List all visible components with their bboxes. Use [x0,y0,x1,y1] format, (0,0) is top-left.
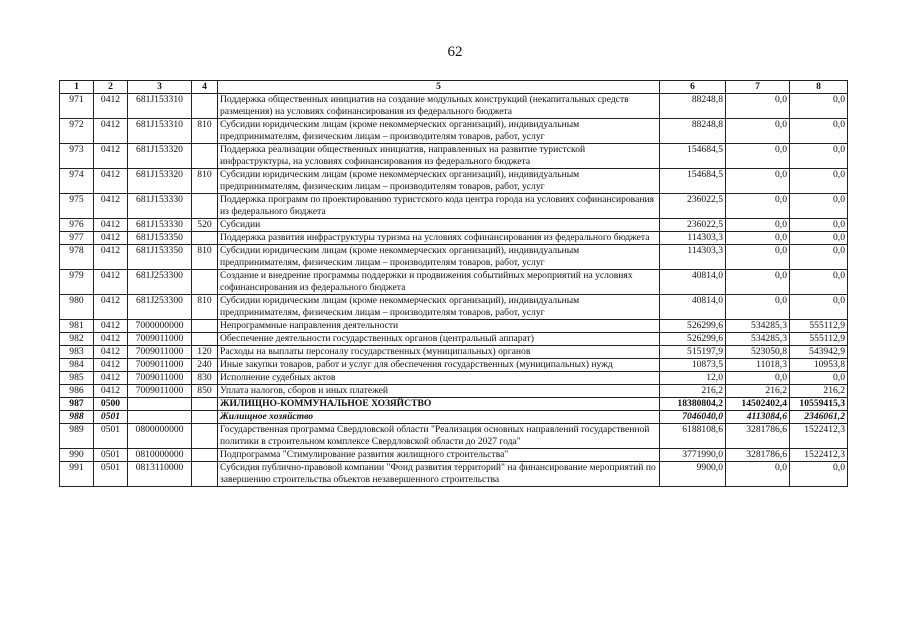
expense-type-code: 830 [192,372,218,385]
table-row [60,194,848,219]
section-code: 0412 [94,333,128,346]
table-row [60,449,848,462]
expense-type-code [192,449,218,462]
item-name: Субсидии юридическим лицам (кроме некоммерческих организаций), индивидуальным предпринимателям, физическим лицам – производителям товаров, работ, услуг [218,119,660,144]
amount-col8: 1522412,3 [790,449,848,462]
amount-col8: 0,0 [790,372,848,385]
header-cell: 8 [790,81,848,94]
amount-col6: 114303,3 [660,245,726,270]
item-name: Субсидии юридическим лицам (кроме некоммерческих организаций), индивидуальным предпринимателям, физическим лицам – производителям товаров, работ, услуг [218,169,660,194]
amount-col8: 2346061,2 [790,411,848,424]
target-article-code: 681J153350 [128,232,192,245]
table-row [60,144,848,169]
budget-table [59,80,848,487]
table-row [60,320,848,333]
table-row [60,169,848,194]
header-cell: 5 [218,81,660,94]
expense-type-code [192,144,218,169]
amount-col7: 14502402,4 [726,398,790,411]
amount-col7: 534285,3 [726,320,790,333]
table-row [60,219,848,232]
amount-col6: 9900,0 [660,462,726,487]
amount-col8: 0,0 [790,94,848,119]
header-cell: 7 [726,81,790,94]
target-article-code: 7009011000 [128,372,192,385]
section-code: 0501 [94,449,128,462]
amount-col6: 40814,0 [660,270,726,295]
expense-type-code [192,232,218,245]
target-article-code [128,411,192,424]
item-name: Поддержка программ по проектированию туристского кода центра города на условиях софинансирования из федерального бюджета [218,194,660,219]
table-row [60,359,848,372]
target-article-code: 7009011000 [128,346,192,359]
item-name: Государственная программа Свердловской области "Реализация основных направлений государственной политики в строительном комплексе Свердловской области до 2027 года" [218,424,660,449]
amount-col8: 0,0 [790,219,848,232]
expense-type-code [192,462,218,487]
amount-col8: 543942,9 [790,346,848,359]
item-name: Субсидии юридическим лицам (кроме некоммерческих организаций), индивидуальным предпринимателям, физическим лицам – производителям товаров, работ, услуг [218,245,660,270]
target-article-code [128,398,192,411]
expense-type-code: 810 [192,119,218,144]
item-name: Непрограммные направления деятельности [218,320,660,333]
amount-col8: 0,0 [790,232,848,245]
expense-type-code: 810 [192,169,218,194]
table-row [60,462,848,487]
target-article-code: 681J153310 [128,119,192,144]
amount-col7: 3281786,6 [726,449,790,462]
amount-col8: 0,0 [790,119,848,144]
expense-type-code [192,94,218,119]
amount-col6: 114303,3 [660,232,726,245]
section-code: 0412 [94,359,128,372]
amount-col8: 0,0 [790,144,848,169]
table-row [60,372,848,385]
amount-col8: 10559415,3 [790,398,848,411]
amount-col7: 0,0 [726,295,790,320]
amount-col7: 0,0 [726,194,790,219]
section-code: 0412 [94,94,128,119]
section-code: 0412 [94,169,128,194]
section-code: 0412 [94,270,128,295]
header-cell: 4 [192,81,218,94]
amount-col7: 534285,3 [726,333,790,346]
target-article-code: 0800000000 [128,424,192,449]
header-cell: 2 [94,81,128,94]
row-number: 985 [60,372,94,385]
amount-col6: 154684,5 [660,169,726,194]
section-code: 0500 [94,398,128,411]
amount-col8: 0,0 [790,194,848,219]
row-number: 979 [60,270,94,295]
target-article-code: 0810000000 [128,449,192,462]
section-code: 0412 [94,372,128,385]
row-number: 972 [60,119,94,144]
item-name: Поддержка общественных инициатив на создание модульных конструкций (некапитальных средств размещения) на условиях софинансирования из федерального бюджета [218,94,660,119]
table-row [60,385,848,398]
amount-col6: 216,2 [660,385,726,398]
section-code: 0412 [94,295,128,320]
table-row [60,245,848,270]
expense-type-code [192,398,218,411]
amount-col6: 88248,8 [660,119,726,144]
amount-col6: 10873,5 [660,359,726,372]
amount-col7: 0,0 [726,144,790,169]
expense-type-code [192,411,218,424]
amount-col6: 40814,0 [660,295,726,320]
amount-col7: 0,0 [726,462,790,487]
page-number: 62 [447,44,463,60]
amount-col6: 12,0 [660,372,726,385]
amount-col7: 0,0 [726,245,790,270]
row-number: 971 [60,94,94,119]
row-number: 981 [60,320,94,333]
amount-col6: 7046040,0 [660,411,726,424]
row-number: 982 [60,333,94,346]
row-number: 987 [60,398,94,411]
row-number: 991 [60,462,94,487]
expense-type-code [192,270,218,295]
table-row [60,232,848,245]
target-article-code: 681J253300 [128,270,192,295]
expense-type-code [192,424,218,449]
expense-type-code [192,320,218,333]
amount-col8: 10953,8 [790,359,848,372]
row-number: 975 [60,194,94,219]
amount-col6: 526299,6 [660,333,726,346]
table-row [60,295,848,320]
section-code: 0501 [94,411,128,424]
amount-col8: 1522412,3 [790,424,848,449]
item-name: ЖИЛИЩНО-КОММУНАЛЬНОЕ ХОЗЯЙСТВО [218,398,660,411]
row-number: 974 [60,169,94,194]
target-article-code: 681J153350 [128,245,192,270]
item-name: Уплата налогов, сборов и иных платежей [218,385,660,398]
amount-col8: 555112,9 [790,320,848,333]
target-article-code: 681J153310 [128,94,192,119]
row-number: 980 [60,295,94,320]
amount-col7: 523050,8 [726,346,790,359]
amount-col7: 0,0 [726,232,790,245]
amount-col7: 0,0 [726,270,790,295]
section-code: 0412 [94,385,128,398]
row-number: 973 [60,144,94,169]
target-article-code: 7009011000 [128,359,192,372]
item-name: Поддержка развития инфраструктуры туризма на условиях софинансирования из федерального бюджета [218,232,660,245]
table-row [60,94,848,119]
table-row [60,119,848,144]
amount-col8: 0,0 [790,462,848,487]
table-row [60,270,848,295]
target-article-code: 7009011000 [128,385,192,398]
header-cell: 3 [128,81,192,94]
row-number: 989 [60,424,94,449]
section-code: 0412 [94,245,128,270]
amount-col6: 3771990,0 [660,449,726,462]
target-article-code: 681J153320 [128,169,192,194]
expense-type-code: 810 [192,295,218,320]
amount-col6: 526299,6 [660,320,726,333]
expense-type-code: 120 [192,346,218,359]
amount-col7: 0,0 [726,119,790,144]
item-name: Обеспечение деятельности государственных органов (центральный аппарат) [218,333,660,346]
item-name: Исполнение судебных актов [218,372,660,385]
header-cell: 6 [660,81,726,94]
amount-col7: 0,0 [726,219,790,232]
item-name: Создание и внедрение программы поддержки и продвижения событийных мероприятий на условиях софинансирования из федерального бюджета [218,270,660,295]
section-code: 0412 [94,320,128,333]
target-article-code: 7000000000 [128,320,192,333]
section-code: 0501 [94,462,128,487]
row-number: 986 [60,385,94,398]
expense-type-code: 850 [192,385,218,398]
amount-col7: 0,0 [726,372,790,385]
amount-col6: 236022,5 [660,194,726,219]
amount-col8: 0,0 [790,295,848,320]
target-article-code: 0813110000 [128,462,192,487]
target-article-code: 7009011000 [128,333,192,346]
expense-type-code: 240 [192,359,218,372]
item-name: Поддержка реализации общественных инициатив, направленных на развитие туристской инфраструктуры, на условиях софинансирования из федерального бюджета [218,144,660,169]
section-code: 0412 [94,219,128,232]
item-name: Подпрограмма "Стимулирование развития жилищного строительства" [218,449,660,462]
target-article-code: 681J153330 [128,194,192,219]
row-number: 990 [60,449,94,462]
item-name: Субсидии юридическим лицам (кроме некоммерческих организаций), индивидуальным предпринимателям, физическим лицам – производителям товаров, работ, услуг [218,295,660,320]
amount-col6: 236022,5 [660,219,726,232]
section-code: 0412 [94,144,128,169]
row-number: 978 [60,245,94,270]
amount-col6: 515197,9 [660,346,726,359]
item-name: Субсидии [218,219,660,232]
header-cell: 1 [60,81,94,94]
item-name: Расходы на выплаты персоналу государственных (муниципальных) органов [218,346,660,359]
amount-col8: 0,0 [790,270,848,295]
row-number: 977 [60,232,94,245]
row-number: 988 [60,411,94,424]
amount-col6: 154684,5 [660,144,726,169]
section-code: 0412 [94,119,128,144]
row-number: 983 [60,346,94,359]
expense-type-code [192,194,218,219]
table-body [60,94,848,487]
table-row [60,333,848,346]
target-article-code: 681J253300 [128,295,192,320]
item-name: Субсидия публично-правовой компании "Фонд развития территорий" на финансирование мероприятий по завершению строительства объектов незавершенного строительства [218,462,660,487]
amount-col7: 0,0 [726,169,790,194]
amount-col7: 0,0 [726,94,790,119]
row-number: 984 [60,359,94,372]
item-name: Жилищное хозяйство [218,411,660,424]
target-article-code: 681J153320 [128,144,192,169]
section-code: 0412 [94,346,128,359]
expense-type-code [192,333,218,346]
section-code: 0501 [94,424,128,449]
expense-type-code: 810 [192,245,218,270]
amount-col7: 3281786,6 [726,424,790,449]
expense-type-code: 520 [192,219,218,232]
row-number: 976 [60,219,94,232]
amount-col6: 88248,8 [660,94,726,119]
amount-col7: 11018,3 [726,359,790,372]
table-row [60,411,848,424]
section-code: 0412 [94,194,128,219]
table-row [60,424,848,449]
table-row [60,346,848,359]
amount-col6: 18380804,2 [660,398,726,411]
amount-col8: 216,2 [790,385,848,398]
amount-col6: 6188108,6 [660,424,726,449]
section-code: 0412 [94,232,128,245]
header-row [60,81,848,94]
table-row [60,398,848,411]
amount-col7: 216,2 [726,385,790,398]
amount-col8: 0,0 [790,245,848,270]
target-article-code: 681J153330 [128,219,192,232]
item-name: Иные закупки товаров, работ и услуг для обеспечения государственных (муниципальных) нужд [218,359,660,372]
amount-col8: 555112,9 [790,333,848,346]
amount-col7: 4113084,6 [726,411,790,424]
amount-col8: 0,0 [790,169,848,194]
